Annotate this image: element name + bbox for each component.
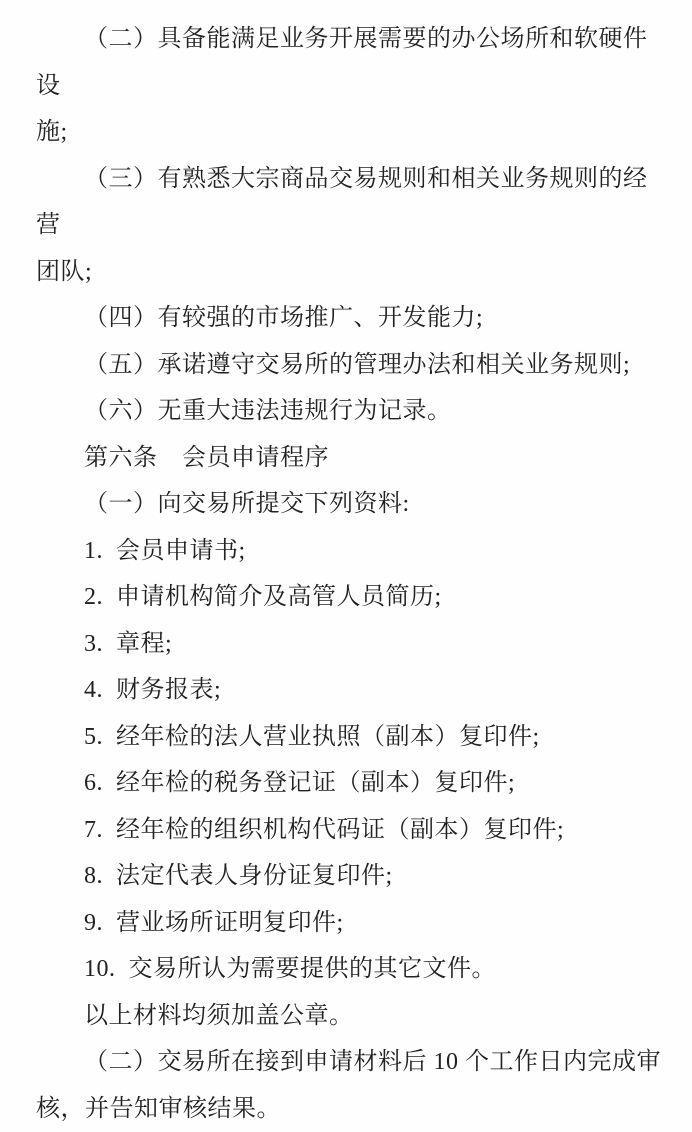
list-item: 6. 经年检的税务登记证（副本）复印件;	[36, 760, 664, 807]
document-line-continuation: 施;	[36, 109, 664, 156]
document-line: （四）有较强的市场推广、开发能力;	[36, 295, 664, 342]
document-line: 以上材料均须加盖公章。	[36, 993, 664, 1040]
list-item: 8. 法定代表人身份证复印件;	[36, 853, 664, 900]
document-line: （二）具备能满足业务开展需要的办公场所和软硬件设	[36, 16, 664, 109]
document-line: （六）无重大违法违规行为记录。	[36, 388, 664, 435]
document-line-continuation: 核，并告知审核结果。	[36, 1086, 664, 1132]
list-item: 1. 会员申请书;	[36, 528, 664, 575]
list-item: 3. 章程;	[36, 621, 664, 668]
list-item: 5. 经年检的法人营业执照（副本）复印件;	[36, 714, 664, 761]
list-item: 4. 财务报表;	[36, 667, 664, 714]
document-line: （三）有熟悉大宗商品交易规则和相关业务规则的经营	[36, 156, 664, 249]
document-line: （二）交易所在接到申请材料后 10 个工作日内完成审	[36, 1039, 664, 1086]
document-line: （一）向交易所提交下列资料:	[36, 481, 664, 528]
document-line-continuation: 团队;	[36, 249, 664, 296]
list-item: 2. 申请机构简介及高管人员简历;	[36, 574, 664, 621]
list-item: 10. 交易所认为需要提供的其它文件。	[36, 946, 664, 993]
article-heading: 第六条 会员申请程序	[36, 435, 664, 482]
list-item: 9. 营业场所证明复印件;	[36, 900, 664, 947]
document-line: （五）承诺遵守交易所的管理办法和相关业务规则;	[36, 342, 664, 389]
list-item: 7. 经年检的组织机构代码证（副本）复印件;	[36, 807, 664, 854]
